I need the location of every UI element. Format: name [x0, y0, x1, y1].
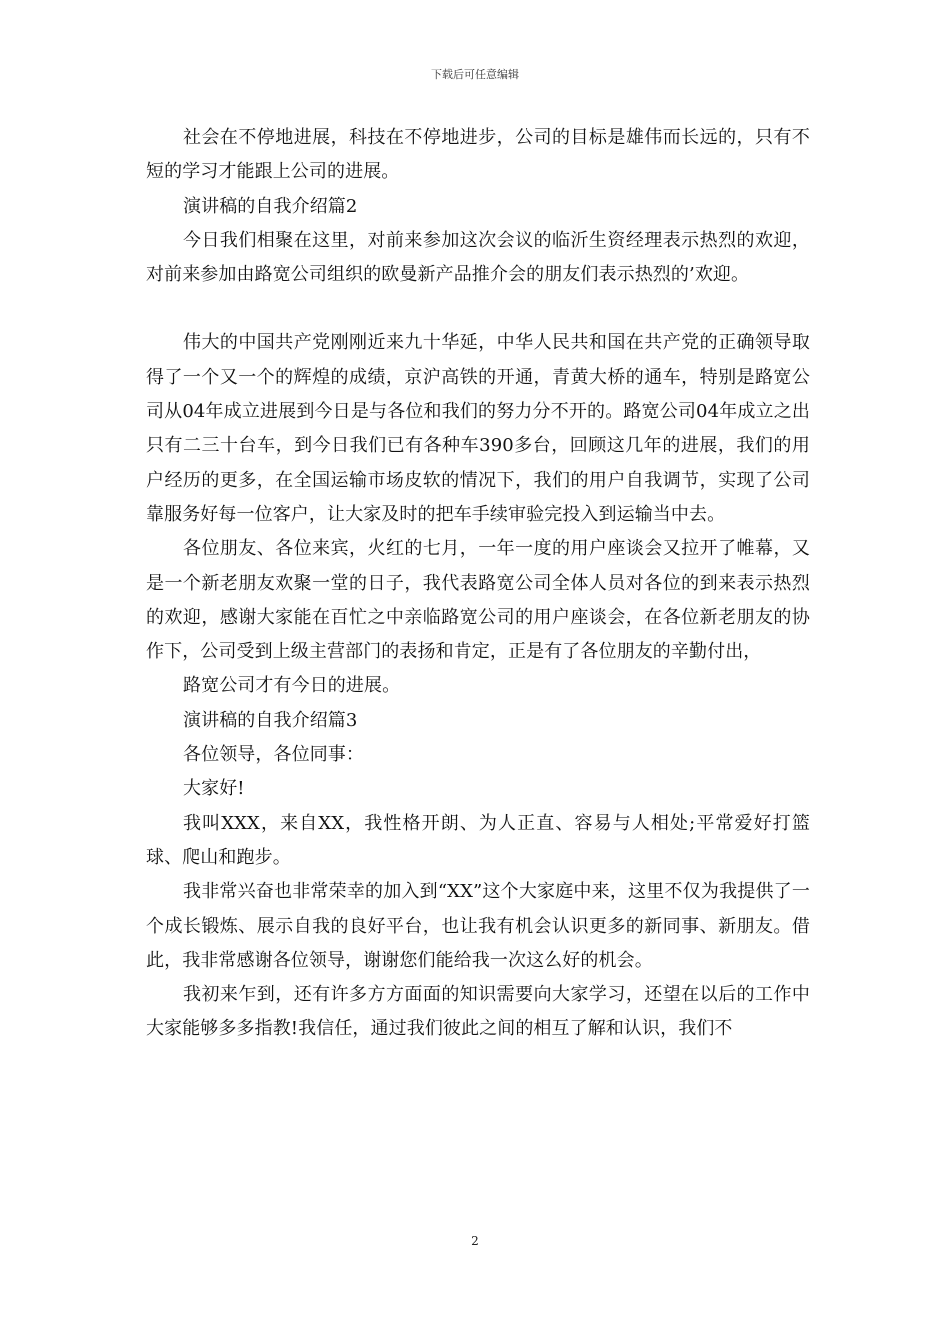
paragraph-hello: 大家好! [183, 778, 245, 800]
paragraph-welcome: 今日我们相聚在这里，对前来参加这次会议的临沂生资经理表示热烈的欢迎，对前来参加由路宽公司组织的欧曼新产品推介会的朋友们表示热烈的’欢迎。 [146, 229, 810, 286]
page-header: 下载后可任意编辑 [431, 68, 519, 81]
paragraph-greeting: 各位领导，各位同事： [183, 744, 364, 766]
paragraph-history: 伟大的中国共产党刚刚近来九十华延，中华人民共和国在共产党的正确领导取得了一个又一个的辉煌的成绩，京沪高铁的开通，青黄大桥的通车，特别是路宽公司从04年成立进展到今日是与各位和我们的努力分不开的。路宽公司04年成立之出只有二三十台车，到今日我们已有各种车390多台，回顾这几年的进展，我们的用户经历的更多，在全国运输市场皮软的情况下，我们的用户自我调节，实现了公司靠服务好每一位客户，让大家及时的把车手续审验完投入到运输当中去。 [146, 332, 810, 525]
page-number: 2 [471, 1234, 479, 1248]
paragraph-friends: 各位朋友、各位来宾，火红的七月，一年一度的用户座谈会又拉开了帷幕，又是一个新老朋友欢聚一堂的日子，我代表路宽公司全体人员对各位的到来表示热烈的欢迎，感谢大家能在百忙之中亲临路宽公司的用户座谈会，在各位新老朋友的协作下，公司受到上级主营部门的表扬和肯定，正是有了各位朋友的辛勤付出， [146, 538, 810, 663]
paragraph-progress: 路宽公司才有今日的进展。 [183, 675, 401, 697]
paragraph-gap [146, 292, 810, 326]
paragraph-learn: 我初来乍到，还有许多方方面面的知识需要向大家学习，还望在以后的工作中大家能够多多指教!我信任，通过我们彼此之间的相互了解和认识，我们不 [146, 984, 810, 1040]
section-title-2: 演讲稿的自我介绍篇2 [183, 195, 358, 217]
paragraph-self-intro: 我叫XXX，来自XX，我性格开朗、为人正直、容易与人相处;平常爱好打篮球、爬山和跑步。 [146, 812, 810, 868]
section-title-3: 演讲稿的自我介绍篇3 [183, 709, 358, 731]
paragraph-join: 我非常兴奋也非常荣幸的加入到“XX”这个大家庭中来，这里不仅为我提供了一个成长锻炼、展示自我的良好平台，也让我有机会认识更多的新同事、新朋友。借此，我非常感谢各位领导，谢谢您们能给我一次这么好的机会。 [146, 881, 810, 971]
document-body [146, 121, 810, 1047]
paragraph-intro: 社会在不停地进展，科技在不停地进步，公司的目标是雄伟而长远的，只有不短的学习才能跟上公司的进展。 [146, 127, 810, 183]
